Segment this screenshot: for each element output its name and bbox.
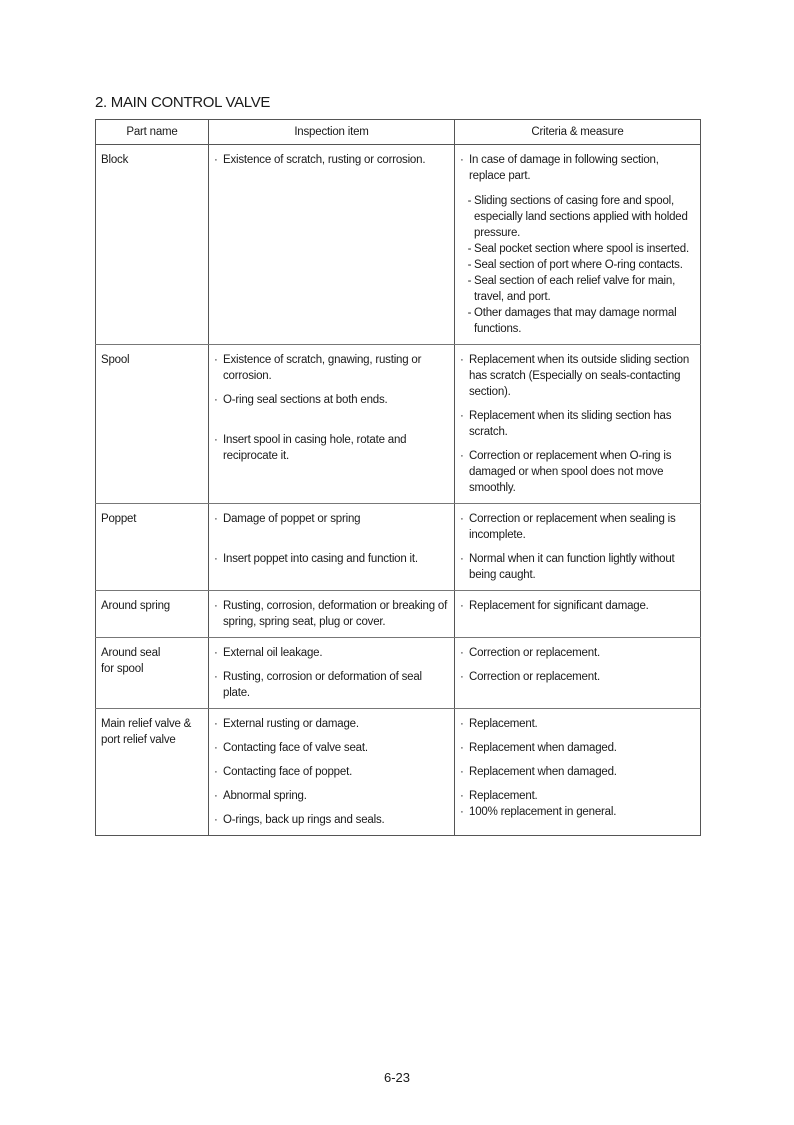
inspection-cell	[209, 709, 455, 836]
inspection-cell	[209, 504, 455, 591]
inspection-item: · External oil leakage.	[214, 645, 450, 661]
inspection-item: · Abnormal spring.	[214, 788, 450, 804]
inspection-item: · Insert spool in casing hole, rotate and reciprocate it.	[214, 432, 450, 464]
table-row-around-seal	[96, 638, 701, 709]
header-inspection-item: Inspection item	[209, 120, 455, 145]
inspection-item: · O-ring seal sections at both ends.	[214, 392, 450, 408]
part-name: Main relief valve & port relief valve	[96, 709, 209, 836]
criteria-item: · Normal when it can function lightly without being caught.	[460, 551, 696, 583]
inspection-item: · Rusting, corrosion, deformation or breaking of spring, spring seat, plug or cover.	[214, 598, 450, 630]
criteria-item: · Correction or replacement.	[460, 645, 696, 661]
criteria-item: · Correction or replacement when O-ring is damaged or when spool does not move smoothly.	[460, 448, 696, 496]
criteria-cell	[455, 145, 701, 345]
criteria-cell	[455, 709, 701, 836]
criteria-cell	[455, 591, 701, 638]
criteria-item: · Correction or replacement.	[460, 669, 696, 685]
inspection-cell	[209, 591, 455, 638]
part-name: Around spring	[96, 591, 209, 638]
criteria-item: · Replacement for significant damage.	[460, 598, 696, 614]
header-criteria-measure: Criteria & measure	[455, 120, 701, 145]
section-title: 2. MAIN CONTROL VALVE	[95, 94, 271, 111]
inspection-item: · O-rings, back up rings and seals.	[214, 812, 450, 828]
inspection-item: · Contacting face of poppet.	[214, 764, 450, 780]
part-name: Spool	[96, 345, 209, 504]
criteria-cell	[455, 345, 701, 504]
inspection-item: · Contacting face of valve seat.	[214, 740, 450, 756]
table-row-relief-valve	[96, 709, 701, 836]
inspection-item: · Existence of scratch, rusting or corrosion.	[214, 152, 450, 168]
criteria-item: · 100% replacement in general.	[460, 804, 696, 820]
criteria-item: · Replacement.	[460, 788, 696, 804]
criteria-item: · Replacement when its sliding section has scratch.	[460, 408, 696, 440]
part-name: Block	[96, 145, 209, 345]
table-row-poppet	[96, 504, 701, 591]
criteria-subitem: - Sliding sections of casing fore and spool, especially land sections applied with holded pressure.	[465, 193, 696, 241]
criteria-cell	[455, 638, 701, 709]
criteria-item: · In case of damage in following section, replace part.	[460, 152, 696, 184]
criteria-subitem: - Other damages that may damage normal functions.	[465, 305, 696, 337]
criteria-item: · Replacement.	[460, 716, 696, 732]
table-row-spool	[96, 345, 701, 504]
inspection-item: · Existence of scratch, gnawing, rusting or corrosion.	[214, 352, 450, 384]
inspection-cell	[209, 145, 455, 345]
table-row-block	[96, 145, 701, 345]
table-row-around-spring	[96, 591, 701, 638]
inspection-item: · Insert poppet into casing and function it.	[214, 551, 450, 567]
inspection-table	[95, 119, 701, 836]
inspection-cell	[209, 345, 455, 504]
criteria-cell	[455, 504, 701, 591]
criteria-subitem-list	[460, 193, 696, 337]
table-header-row	[96, 120, 701, 145]
criteria-item: · Correction or replacement when sealing is incomplete.	[460, 511, 696, 543]
criteria-item: · Replacement when its outside sliding section has scratch (Especially on seals-contacting section).	[460, 352, 696, 400]
criteria-subitem: - Seal pocket section where spool is inserted.	[465, 241, 696, 257]
inspection-item: · External rusting or damage.	[214, 716, 450, 732]
page-number: 6-23	[383, 1070, 411, 1085]
criteria-subitem: - Seal section of port where O-ring contacts.	[465, 257, 696, 273]
criteria-item: · Replacement when damaged.	[460, 740, 696, 756]
inspection-cell	[209, 638, 455, 709]
part-name: Poppet	[96, 504, 209, 591]
criteria-item: · Replacement when damaged.	[460, 764, 696, 780]
criteria-subitem: - Seal section of each relief valve for main, travel, and port.	[465, 273, 696, 305]
header-part-name: Part name	[96, 120, 209, 145]
inspection-item: · Damage of poppet or spring	[214, 511, 450, 527]
inspection-item: · Rusting, corrosion or deformation of seal plate.	[214, 669, 450, 701]
part-name: Around seal for spool	[96, 638, 209, 709]
